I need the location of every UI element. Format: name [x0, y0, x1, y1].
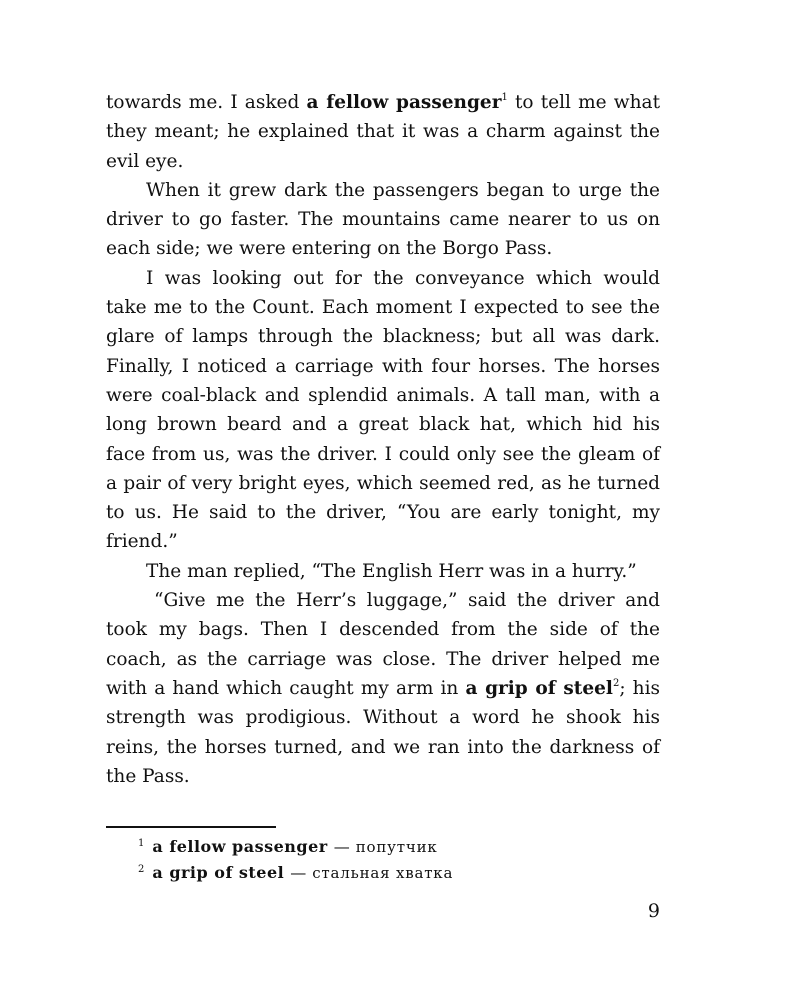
paragraph-4: The man replied, “The English Herr was in a hurry.” [146, 560, 637, 582]
footnote-definition: попутчик [355, 838, 438, 856]
paragraph-1 [106, 88, 660, 176]
footnotes [138, 834, 453, 886]
paragraph-1-text-before: towards me. I asked [106, 92, 307, 113]
footnote-number: 1 [138, 838, 145, 849]
paragraph-5-text-after: ; his strength was prodigious. Without a word he shook his reins, the horses turned, and we ran into the darkness of the Pass. [106, 677, 660, 787]
footnote-2 [138, 860, 453, 886]
paragraph-1-text-after: to tell me what they meant; he explained that it was a charm against the evil eye. [106, 92, 661, 172]
footnote-ref-1: 1 [501, 92, 508, 103]
body-text [106, 88, 660, 791]
paragraph-3: I was looking out for the conveyance which would take me to the Count. Each moment I expected to see the glare of lamps through the blackness; but all was dark. Finally, I noticed a carriage with four horses. The horses were coal-black and splendid animals. A tall man, with a long brown beard and a great black hat, which hid his face from us, was the driver. I could only see the gleam of a pair of very bright eyes, which seemed red, as he turned to us. He said to the driver, “You are early tonight, my friend.” [106, 267, 660, 553]
glossary-term-grip-of-steel: a grip of steel [465, 677, 613, 699]
footnote-dash: — [290, 863, 307, 882]
glossary-term-fellow-passenger: a fellow passenger [306, 92, 502, 113]
footnote-1 [138, 834, 453, 860]
paragraph-2: When it grew dark the passengers began to urge the driver to go faster. The mountains came nearer to us on each side; we were entering on the Borgo Pass. [106, 179, 660, 260]
footnote-definition: стальная хватка [312, 864, 454, 882]
footnote-term: a grip of steel [152, 863, 285, 882]
footnote-ref-2: 2 [612, 677, 620, 689]
footnote-separator [106, 826, 276, 828]
footnote-number: 2 [138, 864, 145, 875]
footnote-dash: — [333, 837, 350, 856]
paragraph-5-text-before: “Give me the Herr’s luggage,” said the driver and took my bags. Then I descended from the side of the coach, as the carriage was close. The driver helped me with a hand which caught my arm in [106, 590, 660, 699]
paragraph-5 [106, 586, 660, 791]
page-number: 9 [647, 900, 660, 922]
footnote-term: a fellow passenger [152, 837, 328, 856]
